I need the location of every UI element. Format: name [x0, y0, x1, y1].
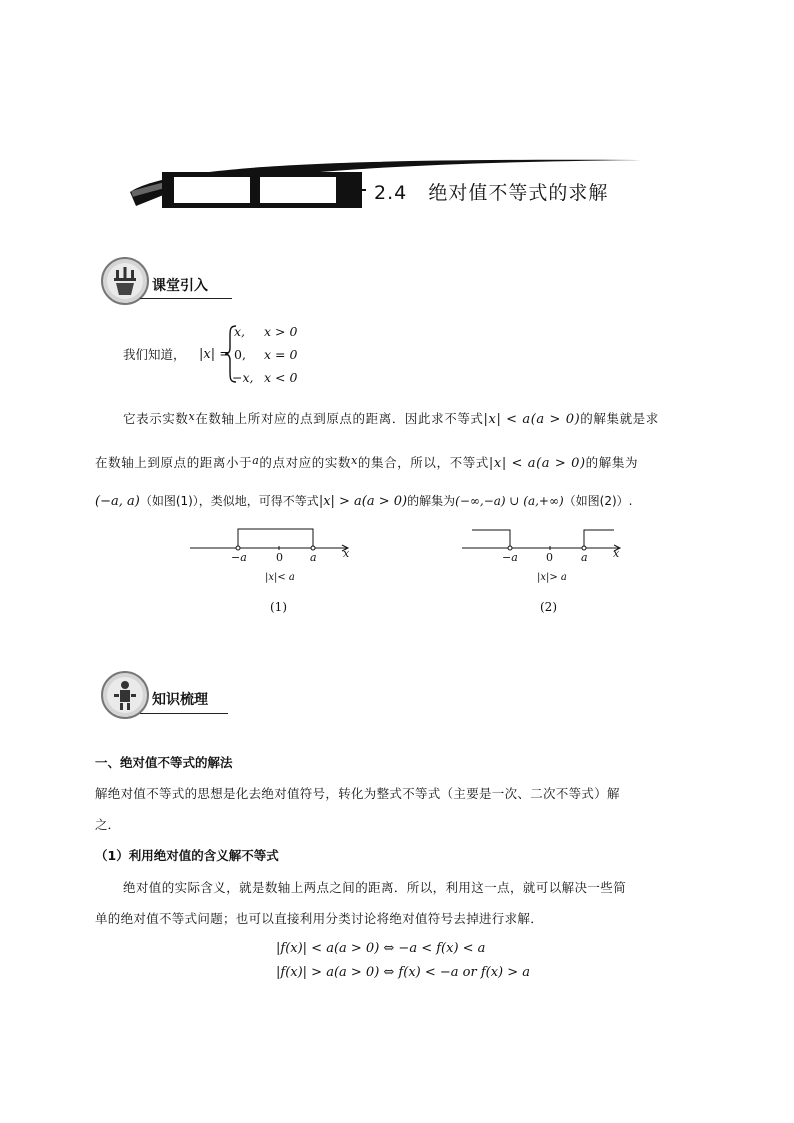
case-1-cond: x > 0 — [264, 324, 298, 339]
fig1-open-point-right — [311, 546, 315, 550]
case-3-cond: x < 0 — [264, 370, 298, 385]
section-label-intro: 课堂引入 — [152, 278, 208, 294]
page-title — [374, 178, 608, 205]
fig2-open-point-left — [508, 546, 512, 550]
fig1-axis-label: x — [343, 547, 350, 560]
case-2-cond: x = 0 — [264, 347, 298, 362]
case-3-expr: −x, — [232, 370, 254, 385]
intro-line-1: 它表示实数x在数轴上所对应的点到原点的距离．因此求不等式|x| < a(a > 0)的解集就是求 — [123, 410, 659, 427]
para1-line2: 之． — [95, 817, 121, 832]
fig2-inequality: |x|> a — [537, 572, 567, 583]
title-text: 绝对值不等式的求解 — [428, 182, 609, 204]
fig1-tick-a: a — [310, 551, 317, 564]
section-label-knowledge: 知识梳理 — [152, 692, 208, 708]
fig1-caption: (1) — [270, 600, 287, 614]
fig2-tick-zero: 0 — [546, 551, 553, 564]
formula-less-than: |f(x)| < a(a > 0) ⇔ −a < f(x) < a — [276, 941, 486, 956]
intro-line-2: 在数轴上到原点的距离小于a的点对应的实数x的集合，所以，不等式|x| < a(a > 0)的解集为 — [95, 454, 639, 471]
para2-line1: 绝对值的实际含义，就是数轴上两点之间的距离．所以，利用这一点，就可以解决一些简 — [123, 880, 627, 895]
abs-x-label: |x| = — [199, 347, 231, 362]
fig1-tick-neg-a: −a — [231, 551, 247, 564]
fig1-open-point-left — [236, 546, 240, 550]
para1-line1: 解绝对值不等式的思想是化去绝对值符号，转化为整式不等式（主要是一次、二次不等式）解 — [95, 786, 620, 801]
heading-solving-methods: 一、绝对值不等式的解法 — [95, 755, 233, 770]
section-underline — [140, 298, 232, 299]
fig2-tick-a: a — [581, 551, 588, 564]
fig1-inequality: |x|< a — [265, 572, 295, 583]
fig2-open-point-right — [582, 546, 586, 550]
case-2-expr: 0, — [234, 347, 246, 362]
section-underline-2 — [140, 713, 228, 714]
fig2-axis-label: x — [613, 547, 620, 560]
fig1-interval — [238, 529, 313, 548]
fig2-tick-neg-a: −a — [502, 551, 518, 564]
title-number: 2.4 — [374, 182, 408, 204]
fig1-tick-zero: 0 — [276, 551, 283, 564]
fig2-caption: (2) — [540, 600, 557, 614]
para2-line2: 单的绝对值不等式问题；也可以直接利用分类讨论将绝对值符号去掉进行求解． — [95, 911, 544, 926]
fig2-left-ray — [472, 530, 510, 548]
figure-1-number-line — [190, 526, 360, 568]
intro-line-3: (−a, a)（如图(1)），类似地，可得不等式|x| > a(a > 0)的解集为(−∞,−a) ∪ (a,+∞)（如图(2)）. — [95, 494, 633, 509]
formula-greater-than: |f(x)| > a(a > 0) ⇔ f(x) < −a or f(x) > a — [276, 965, 531, 980]
fig2-right-ray — [584, 530, 614, 548]
heading-method-1: （1）利用绝对值的含义解不等式 — [95, 848, 279, 863]
case-1-expr: x, — [234, 324, 246, 339]
intro-prefix: 我们知道， — [123, 347, 186, 362]
